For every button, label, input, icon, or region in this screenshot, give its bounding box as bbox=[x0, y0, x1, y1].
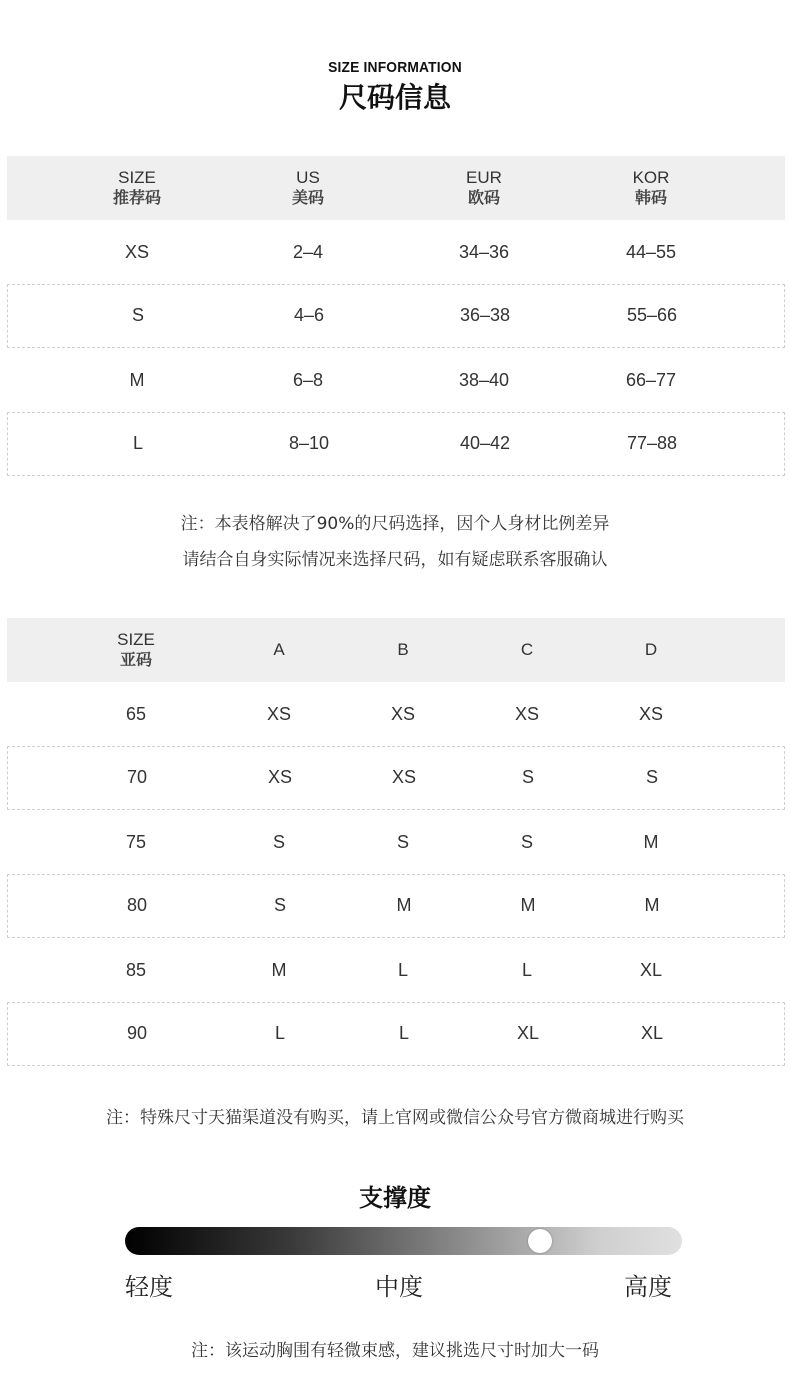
cell-cup-d: XL bbox=[639, 959, 663, 980]
table-row bbox=[7, 746, 785, 810]
size-note-line-1: 注：本表格解决了90%的尺码选择，因个人身材比例差异 bbox=[180, 514, 610, 534]
cell-us: 6–8 bbox=[292, 369, 324, 390]
cell-size: L bbox=[132, 432, 144, 453]
cell-cup-b: L bbox=[397, 959, 409, 980]
cell-cup-c: S bbox=[521, 766, 535, 787]
header-size-asia: SIZE 亚码 bbox=[117, 630, 155, 669]
cell-cup-a: XS bbox=[266, 703, 292, 724]
cell-cup-d: XS bbox=[638, 703, 664, 724]
table-header-row bbox=[7, 156, 785, 220]
support-label-medium: 中度 bbox=[375, 1273, 423, 1301]
cell-cup-b: XS bbox=[390, 703, 416, 724]
table-row bbox=[7, 220, 785, 284]
cell-band: 75 bbox=[125, 831, 147, 852]
cell-cup-a: M bbox=[271, 959, 287, 980]
size-info-title-en: SIZE INFORMATION bbox=[328, 59, 462, 76]
cell-cup-c: XL bbox=[516, 1022, 540, 1043]
cell-cup-d: M bbox=[643, 831, 659, 852]
cell-kor: 55–66 bbox=[626, 304, 678, 325]
cell-band: 65 bbox=[125, 703, 147, 724]
cell-cup-c: M bbox=[520, 894, 536, 915]
cell-us: 2–4 bbox=[292, 241, 324, 262]
header-cup-d: D bbox=[644, 640, 658, 659]
cell-band: 80 bbox=[126, 894, 148, 915]
cell-cup-a: L bbox=[274, 1022, 286, 1043]
cell-eur: 34–36 bbox=[458, 241, 510, 262]
table-row bbox=[7, 1002, 785, 1066]
cell-cup-a: XS bbox=[267, 766, 293, 787]
cell-band: 90 bbox=[126, 1022, 148, 1043]
support-level-indicator bbox=[528, 1229, 552, 1253]
table-header-row bbox=[7, 618, 785, 682]
size-info-title-cn: 尺码信息 bbox=[338, 81, 451, 114]
cell-us: 8–10 bbox=[288, 432, 330, 453]
cell-size: M bbox=[129, 369, 145, 390]
cell-cup-c: S bbox=[520, 831, 534, 852]
support-label-high: 高度 bbox=[624, 1273, 672, 1301]
fit-note: 注：该运动胸围有轻微束感，建议挑选尺寸时加大一码 bbox=[191, 1341, 599, 1361]
cup-size-table bbox=[7, 618, 785, 1066]
cell-kor: 77–88 bbox=[626, 432, 678, 453]
table-row bbox=[7, 810, 785, 874]
cell-size: S bbox=[131, 304, 145, 325]
cell-cup-c: XS bbox=[514, 703, 540, 724]
header-eur: EUR 欧码 bbox=[466, 168, 502, 207]
cell-cup-c: L bbox=[521, 959, 533, 980]
cell-us: 4–6 bbox=[293, 304, 325, 325]
cell-cup-d: XL bbox=[640, 1022, 664, 1043]
cell-cup-b: L bbox=[398, 1022, 410, 1043]
cell-eur: 40–42 bbox=[459, 432, 511, 453]
cell-band: 70 bbox=[126, 766, 148, 787]
support-label-light: 轻度 bbox=[125, 1273, 173, 1301]
cell-size: XS bbox=[124, 241, 150, 262]
table-row bbox=[7, 938, 785, 1002]
header-cup-b: B bbox=[397, 640, 409, 659]
cell-cup-a: S bbox=[273, 894, 287, 915]
header-kor: KOR 韩码 bbox=[632, 168, 670, 207]
support-level-title: 支撑度 bbox=[359, 1184, 431, 1212]
table-row bbox=[7, 874, 785, 938]
size-note-line-2: 请结合自身实际情况来选择尺码，如有疑虑联系客服确认 bbox=[182, 550, 608, 570]
purchase-note: 注：特殊尺寸天猫渠道没有购买，请上官网或微信公众号官方微商城进行购买 bbox=[106, 1108, 684, 1128]
cell-cup-b: S bbox=[396, 831, 410, 852]
header-us: US 美码 bbox=[291, 168, 325, 207]
cell-cup-b: M bbox=[396, 894, 412, 915]
cell-cup-b: XS bbox=[391, 766, 417, 787]
table-row bbox=[7, 682, 785, 746]
support-level-bar bbox=[125, 1227, 682, 1255]
table-row bbox=[7, 348, 785, 412]
table-row bbox=[7, 284, 785, 348]
table-row bbox=[7, 412, 785, 476]
cell-cup-a: S bbox=[272, 831, 286, 852]
cell-kor: 66–77 bbox=[625, 369, 677, 390]
size-conversion-table bbox=[7, 156, 785, 476]
header-cup-a: A bbox=[273, 640, 285, 659]
cell-cup-d: M bbox=[644, 894, 660, 915]
cell-eur: 38–40 bbox=[458, 369, 510, 390]
cell-eur: 36–38 bbox=[459, 304, 511, 325]
header-cup-c: C bbox=[520, 640, 534, 659]
cell-cup-d: S bbox=[645, 766, 659, 787]
cell-band: 85 bbox=[125, 959, 147, 980]
header-size: SIZE 推荐码 bbox=[112, 168, 162, 207]
cell-kor: 44–55 bbox=[625, 241, 677, 262]
size-info-header bbox=[0, 58, 790, 116]
